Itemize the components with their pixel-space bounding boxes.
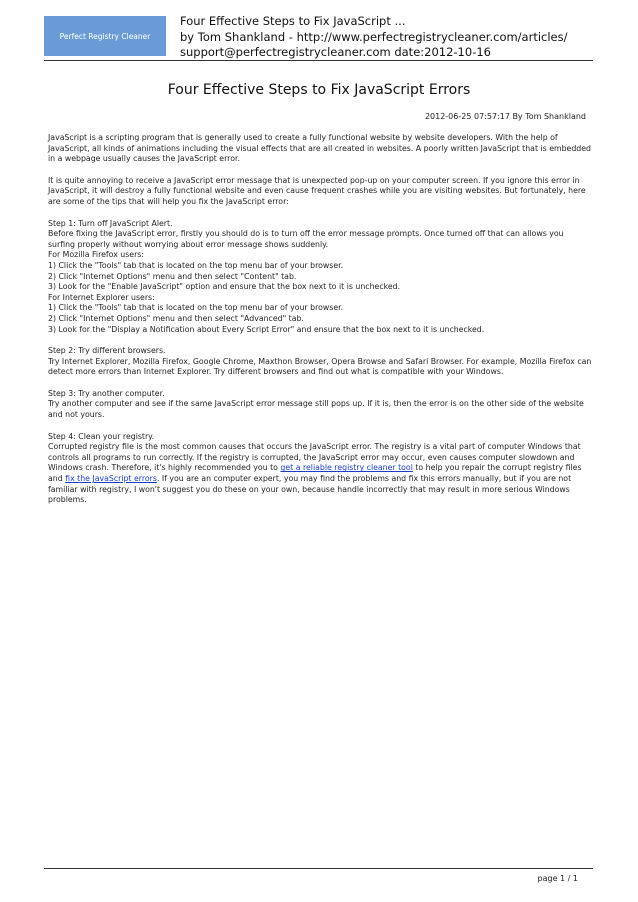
step-1-section [48,219,593,336]
registry-cleaner-link[interactable]: get a reliable registry cleaner tool [280,463,413,473]
page-title: Four Effective Steps to Fix JavaScript Errors [167,82,471,98]
step-3-body: Try another computer and see if the same JavaScript error message still pops up. If it is, then the error is on the other side of the website and not yours. [48,399,584,420]
step-1-heading: Step 1: Turn off JavaScript Alert. [48,218,173,228]
list-item: 2) Click "Internet Options" menu and then select "Content" tab. [48,271,297,281]
footer-divider [44,868,593,869]
intro-paragraph-1: JavaScript is a scripting program that is generally used to create a fully functional website by website developers. With the help of JavaScript, all kinds of animations including the visual effects that are all created in websites. A poorly written JavaScript that is embedded in a webpage usually causes the JavaScript error. [48,133,591,164]
article-body [48,133,593,517]
header-divider [44,60,593,61]
firefox-label: For Mozilla Firefox users: [48,250,144,260]
header-email-date: support@perfectregistrycleaner.com date:2012-10-16 [180,45,491,59]
step-4-text-a: Corrupted registry file is the most common causes that occurs the JavaScript error. The registry is a vital part of computer Windows that controls all programs to run correctly. If the registry is corrupted, the JavaScript error may occur, even causes computer slowdown and Windows crash. Therefore, it's highly recommended you to [48,442,581,473]
step-2-body: Try Internet Explorer, Mozilla Firefox, Google Chrome, Maxthon Browser, Opera Browse and Safari Browser. For example, Mozilla Firefox can detect more errors than Internet Explorer. Try different browsers and find out what is compatible with your Windows. [48,356,592,377]
step-4-text-b: to help you repair the corrupt registry files and [48,463,582,484]
step-1-intro: Before fixing the JavaScript error, firstly you should do is to turn off the error message prompts. Once turned off that can allows you surfing properly without worrying about error message shows suddenly. [48,229,564,249]
step-3-section [48,389,593,421]
article-byline: 2012-06-25 07:57:17 By Tom Shankland [424,112,586,121]
step-2-heading: Step 2: Try different browsers. [48,346,166,356]
step-4-section [48,432,593,506]
header-author-url: by Tom Shankland - http://www.perfectregistrycleaner.com/articles/ [180,29,568,44]
logo-text: Perfect Registry Cleaner [59,31,151,41]
header-info [180,14,568,61]
header-article-title: Four Effective Steps to Fix JavaScript ... [180,14,406,28]
site-logo [44,16,166,56]
list-item: 2) Click "Internet Options" menu and then select "Advanced" tab. [48,313,304,323]
step-3-heading: Step 3: Try another computer. [48,388,165,398]
fix-javascript-errors-link[interactable]: fix the JavaScript errors [65,474,157,484]
step-4-body [48,442,582,504]
step-2-section [48,346,593,378]
step-4-heading: Step 4: Clean your registry. [48,431,155,441]
step-4-text-c: . If you are an computer expert, you may find the problems and fix this errors manually, but if you are not familiar with registry, I won't suggest you do these on your own, because handle incorrectly that may result in more serious Windows problems. [48,474,572,505]
list-item: 1) Click the "Tools" tab that is located on the top menu bar of your browser. [48,260,344,270]
page-number: page 1 / 1 [537,874,578,883]
list-item: 3) Look for the "Display a Notification about Every Script Error" and ensure that the box next to it is unchecked. [48,324,485,334]
list-item: 3) Look for the "Enable JavaScript" option and ensure that the box next to it is unchecked. [48,282,401,292]
intro-paragraph-2: It is quite annoying to receive a JavaScript error message that is unexpected pop-up on your computer screen. If you ignore this error in JavaScript, it will destroy a fully functional website and even cause frequent crashes while you are visiting websites. But fortunately, here are some of the tips that will help you fix the JavaScript error: [48,175,586,206]
list-item: 1) Click the "Tools" tab that is located on the top menu bar of your browser. [48,303,344,313]
ie-label: For Internet Explorer users: [48,292,155,302]
